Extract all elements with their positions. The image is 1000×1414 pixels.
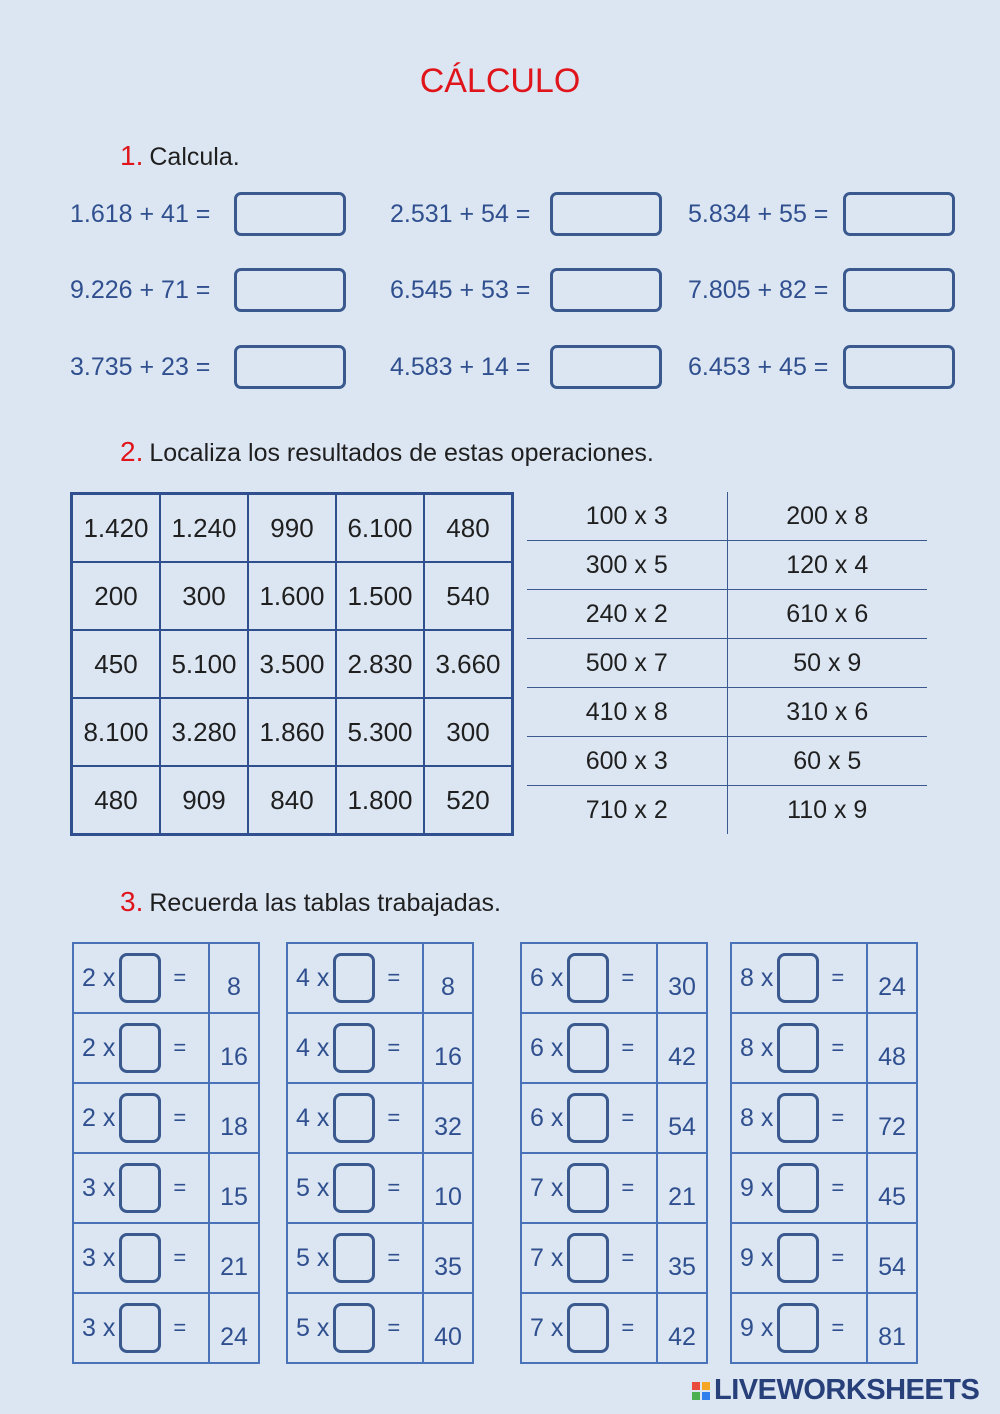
grid-cell[interactable]: 909	[160, 766, 248, 835]
factor-input[interactable]	[119, 1303, 161, 1353]
factor-content	[522, 1224, 656, 1292]
product-cell: 8	[209, 943, 259, 1013]
factor-content	[74, 1154, 208, 1222]
factor-cell	[731, 1223, 867, 1293]
sum-expression: 4.583 + 14 =	[390, 352, 531, 381]
table-row	[287, 943, 473, 1013]
multiplicand: 7 x	[530, 1313, 564, 1342]
answer-input[interactable]	[843, 192, 955, 236]
table-row	[287, 1083, 473, 1153]
product-cell: 24	[867, 943, 917, 1013]
sum-expression: 7.805 + 82 =	[688, 275, 829, 304]
operation-row	[527, 639, 927, 688]
equals-sign: =	[387, 1245, 401, 1270]
grid-cell[interactable]: 840	[248, 766, 336, 835]
factor-input[interactable]	[567, 1303, 609, 1353]
grid-cell[interactable]: 1.240	[160, 494, 248, 563]
factor-input[interactable]	[777, 953, 819, 1003]
factor-input[interactable]	[567, 953, 609, 1003]
factor-cell	[287, 1223, 423, 1293]
sum-expression: 1.618 + 41 =	[70, 199, 211, 228]
grid-cell[interactable]: 2.830	[336, 630, 424, 698]
grid-cell[interactable]: 1.420	[72, 494, 161, 563]
section-number: 3.	[120, 886, 144, 917]
grid-row	[72, 698, 513, 766]
factor-cell	[287, 1013, 423, 1083]
multiplication-table	[72, 942, 260, 1364]
table-row	[521, 1293, 707, 1363]
table-row	[521, 1223, 707, 1293]
product-cell: 8	[423, 943, 473, 1013]
table-row	[731, 1153, 917, 1223]
multiplicand: 3 x	[82, 1173, 116, 1202]
grid-cell[interactable]: 3.280	[160, 698, 248, 766]
equals-sign: =	[173, 1315, 187, 1340]
table-row	[73, 1223, 259, 1293]
factor-content	[732, 1014, 866, 1082]
operation-row	[527, 688, 927, 737]
multiplicand: 6 x	[530, 963, 564, 992]
multiplicand: 9 x	[740, 1173, 774, 1202]
factor-cell	[521, 1223, 657, 1293]
product-cell: 21	[657, 1153, 707, 1223]
answer-input[interactable]	[550, 268, 662, 312]
factor-cell	[287, 943, 423, 1013]
grid-cell[interactable]: 3.500	[248, 630, 336, 698]
factor-content	[522, 944, 656, 1012]
equals-sign: =	[387, 1035, 401, 1060]
equals-sign: =	[173, 1105, 187, 1130]
grid-cell[interactable]: 520	[424, 766, 513, 835]
factor-content	[74, 1084, 208, 1152]
multiplication-table	[286, 942, 474, 1364]
operation-cell: 300 x 5	[527, 541, 727, 590]
operation-cell: 120 x 4	[727, 541, 927, 590]
sum-row	[70, 192, 346, 236]
table-row	[731, 1083, 917, 1153]
operation-row	[527, 590, 927, 639]
factor-cell	[731, 1153, 867, 1223]
factor-input[interactable]	[777, 1023, 819, 1073]
product-cell: 30	[657, 943, 707, 1013]
factor-cell	[73, 943, 209, 1013]
equals-sign: =	[831, 1315, 845, 1340]
logo-icon	[692, 1382, 710, 1400]
factor-content	[288, 1294, 422, 1362]
multiplicand: 9 x	[740, 1313, 774, 1342]
multiplicand: 8 x	[740, 1103, 774, 1132]
multiplicand: 3 x	[82, 1313, 116, 1342]
factor-cell	[73, 1223, 209, 1293]
section-number: 2.	[120, 436, 144, 467]
factor-cell	[521, 1293, 657, 1363]
grid-cell[interactable]: 1.600	[248, 562, 336, 630]
grid-cell[interactable]: 3.660	[424, 630, 513, 698]
factor-cell	[73, 1013, 209, 1083]
table-row	[73, 1083, 259, 1153]
sum-expression: 5.834 + 55 =	[688, 199, 829, 228]
logo-square	[702, 1392, 710, 1400]
operation-cell: 60 x 5	[727, 737, 927, 786]
product-cell: 24	[209, 1293, 259, 1363]
product-cell: 21	[209, 1223, 259, 1293]
sum-expression: 9.226 + 71 =	[70, 275, 211, 304]
table-row	[521, 1013, 707, 1083]
sum-expression: 2.531 + 54 =	[390, 199, 531, 228]
multiplicand: 2 x	[82, 1103, 116, 1132]
equals-sign: =	[621, 1175, 635, 1200]
grid-row	[72, 562, 513, 630]
product-cell: 10	[423, 1153, 473, 1223]
factor-cell	[731, 1293, 867, 1363]
sum-row	[688, 345, 955, 389]
table-row	[287, 1153, 473, 1223]
factor-input[interactable]	[333, 1023, 375, 1073]
factor-content	[732, 1294, 866, 1362]
grid-cell[interactable]: 480	[424, 494, 513, 563]
table-row	[73, 1153, 259, 1223]
grid-cell[interactable]: 5.300	[336, 698, 424, 766]
product-cell: 45	[867, 1153, 917, 1223]
answer-input[interactable]	[550, 192, 662, 236]
section-text: Recuerda las tablas trabajadas.	[149, 889, 501, 917]
operation-cell: 110 x 9	[787, 795, 868, 824]
factor-input[interactable]	[333, 1093, 375, 1143]
multiplicand: 7 x	[530, 1173, 564, 1202]
grid-cell[interactable]: 300	[160, 562, 248, 630]
product-cell: 18	[209, 1083, 259, 1153]
operation-cell: 50 x 9	[727, 639, 927, 688]
table-row	[73, 943, 259, 1013]
product-cell: 42	[657, 1293, 707, 1363]
equals-sign: =	[621, 965, 635, 990]
grid-cell[interactable]: 540	[424, 562, 513, 630]
factor-input[interactable]	[333, 1233, 375, 1283]
section-1-heading	[120, 140, 240, 172]
grid-cell[interactable]: 5.100	[160, 630, 248, 698]
factor-content	[522, 1014, 656, 1082]
equals-sign: =	[621, 1245, 635, 1270]
multiplicand: 9 x	[740, 1243, 774, 1272]
factor-input[interactable]	[119, 953, 161, 1003]
operation-cell: 100 x 3	[527, 492, 727, 541]
factor-cell	[731, 1013, 867, 1083]
factor-input[interactable]	[119, 1023, 161, 1073]
logo-text: LIVEWORKSHEETS	[714, 1374, 980, 1406]
answer-input[interactable]	[234, 192, 346, 236]
answer-input[interactable]	[843, 345, 955, 389]
factor-content	[288, 1154, 422, 1222]
product-cell: 15	[209, 1153, 259, 1223]
table-row	[287, 1293, 473, 1363]
sum-row	[688, 268, 955, 312]
table-row	[287, 1013, 473, 1083]
grid-cell[interactable]: 1.500	[336, 562, 424, 630]
product-cell: 32	[423, 1083, 473, 1153]
logo-square	[692, 1382, 700, 1390]
factor-content	[732, 1154, 866, 1222]
factor-input[interactable]	[567, 1233, 609, 1283]
product-cell: 81	[867, 1293, 917, 1363]
equals-sign: =	[173, 1035, 187, 1060]
operation-cell: 500 x 7	[527, 639, 727, 688]
operation-cell: 410 x 8	[527, 688, 727, 737]
multiplicand: 4 x	[296, 1103, 330, 1132]
equals-sign: =	[621, 1105, 635, 1130]
factor-cell	[73, 1293, 209, 1363]
sum-expression: 6.545 + 53 =	[390, 275, 531, 304]
grid-cell[interactable]: 300	[424, 698, 513, 766]
multiplicand: 7 x	[530, 1243, 564, 1272]
factor-input[interactable]	[777, 1233, 819, 1283]
operation-cell: 310 x 6	[727, 688, 927, 737]
product-cell: 54	[657, 1083, 707, 1153]
equals-sign: =	[621, 1035, 635, 1060]
operation-row	[527, 541, 927, 590]
factor-content	[288, 1014, 422, 1082]
table-row	[731, 1223, 917, 1293]
results-grid	[70, 492, 514, 836]
factor-input[interactable]	[777, 1093, 819, 1143]
sum-row	[70, 345, 346, 389]
factor-cell	[287, 1153, 423, 1223]
operation-cell: 240 x 2	[527, 590, 727, 639]
multiplicand: 8 x	[740, 963, 774, 992]
table-row	[731, 1293, 917, 1363]
factor-content	[288, 1084, 422, 1152]
section-text: Localiza los resultados de estas operaciones.	[149, 439, 654, 467]
factor-cell	[521, 1013, 657, 1083]
factor-cell	[521, 943, 657, 1013]
table-row	[521, 943, 707, 1013]
answer-input[interactable]	[234, 345, 346, 389]
factor-cell	[731, 1083, 867, 1153]
grid-row	[72, 630, 513, 698]
operation-cell: 610 x 6	[727, 590, 927, 639]
sum-row	[70, 268, 346, 312]
multiplicand: 6 x	[530, 1033, 564, 1062]
factor-input[interactable]	[777, 1303, 819, 1353]
product-cell: 48	[867, 1013, 917, 1083]
factor-input[interactable]	[119, 1093, 161, 1143]
factor-content	[522, 1294, 656, 1362]
factor-input[interactable]	[119, 1163, 161, 1213]
section-text: Calcula.	[149, 143, 240, 171]
table-row	[73, 1013, 259, 1083]
grid-cell[interactable]: 8.100	[72, 698, 161, 766]
grid-cell[interactable]: 1.800	[336, 766, 424, 835]
factor-cell	[73, 1153, 209, 1223]
factor-content	[288, 1224, 422, 1292]
equals-sign: =	[387, 1175, 401, 1200]
multiplicand: 3 x	[82, 1243, 116, 1272]
grid-cell[interactable]: 1.860	[248, 698, 336, 766]
multiplication-table	[730, 942, 918, 1364]
section-3-heading	[120, 886, 501, 918]
equals-sign: =	[831, 1105, 845, 1130]
multiplicand: 5 x	[296, 1313, 330, 1342]
equals-sign: =	[831, 1175, 845, 1200]
section-number: 1.	[120, 140, 144, 171]
factor-content	[732, 1084, 866, 1152]
factor-content	[74, 1014, 208, 1082]
factor-cell	[521, 1153, 657, 1223]
section-2-heading	[120, 436, 654, 468]
factor-input[interactable]	[567, 1093, 609, 1143]
table-row	[73, 1293, 259, 1363]
sum-row	[390, 192, 662, 236]
operation-cell: 710 x 2	[527, 786, 727, 835]
equals-sign: =	[387, 965, 401, 990]
multiplicand: 4 x	[296, 1033, 330, 1062]
factor-cell	[731, 943, 867, 1013]
factor-content	[74, 944, 208, 1012]
factor-input[interactable]	[333, 1303, 375, 1353]
factor-input[interactable]	[333, 1163, 375, 1213]
operation-cell: 200 x 8	[727, 492, 927, 541]
multiplicand: 8 x	[740, 1033, 774, 1062]
grid-cell[interactable]: 6.100	[336, 494, 424, 563]
logo-square	[702, 1382, 710, 1390]
grid-row	[72, 766, 513, 835]
equals-sign: =	[831, 965, 845, 990]
equals-sign: =	[387, 1315, 401, 1340]
answer-input[interactable]	[550, 345, 662, 389]
factor-content	[732, 944, 866, 1012]
factor-cell	[287, 1293, 423, 1363]
equals-sign: =	[173, 1245, 187, 1270]
grid-row	[72, 494, 513, 563]
table-row	[287, 1223, 473, 1293]
factor-input[interactable]	[567, 1023, 609, 1073]
page-title: CÁLCULO	[419, 62, 581, 100]
factor-cell	[287, 1083, 423, 1153]
product-cell: 16	[423, 1013, 473, 1083]
equals-sign: =	[387, 1105, 401, 1130]
factor-cell	[73, 1083, 209, 1153]
operation-row	[527, 786, 927, 835]
factor-content	[288, 944, 422, 1012]
sum-expression: 3.735 + 23 =	[70, 352, 211, 381]
factor-cell	[521, 1083, 657, 1153]
grid-cell[interactable]: 450	[72, 630, 161, 698]
multiplicand: 5 x	[296, 1243, 330, 1272]
multiplicand: 2 x	[82, 1033, 116, 1062]
multiplicand: 5 x	[296, 1173, 330, 1202]
factor-content	[522, 1084, 656, 1152]
product-cell: 54	[867, 1223, 917, 1293]
operation-row	[527, 492, 927, 541]
equals-sign: =	[621, 1315, 635, 1340]
operations-table	[527, 492, 927, 834]
factor-content	[74, 1224, 208, 1292]
product-cell: 35	[657, 1223, 707, 1293]
factor-content	[522, 1154, 656, 1222]
table-row	[731, 943, 917, 1013]
product-cell: 40	[423, 1293, 473, 1363]
multiplicand: 2 x	[82, 963, 116, 992]
factor-input[interactable]	[777, 1163, 819, 1213]
factor-content	[732, 1224, 866, 1292]
answer-input[interactable]	[843, 268, 955, 312]
equals-sign: =	[173, 965, 187, 990]
sum-row	[688, 192, 955, 236]
factor-input[interactable]	[333, 953, 375, 1003]
product-cell: 42	[657, 1013, 707, 1083]
factor-content	[74, 1294, 208, 1362]
grid-cell[interactable]: 990	[248, 494, 336, 563]
product-cell: 35	[423, 1223, 473, 1293]
logo-square	[692, 1392, 700, 1400]
equals-sign: =	[173, 1175, 187, 1200]
product-cell: 16	[209, 1013, 259, 1083]
operation-cell: 600 x 3	[527, 737, 727, 786]
factor-input[interactable]	[119, 1233, 161, 1283]
equals-sign: =	[831, 1035, 845, 1060]
equals-sign: =	[831, 1245, 845, 1270]
multiplicand: 4 x	[296, 963, 330, 992]
sum-row	[390, 345, 662, 389]
factor-input[interactable]	[567, 1163, 609, 1213]
multiplication-table	[520, 942, 708, 1364]
operation-row	[527, 737, 927, 786]
sum-row	[390, 268, 662, 312]
multiplicand: 6 x	[530, 1103, 564, 1132]
liveworksheets-logo	[692, 1374, 979, 1407]
answer-input[interactable]	[234, 268, 346, 312]
table-row	[731, 1013, 917, 1083]
product-cell: 72	[867, 1083, 917, 1153]
sum-expression: 6.453 + 45 =	[688, 352, 829, 381]
table-row	[521, 1153, 707, 1223]
grid-cell[interactable]: 480	[72, 766, 161, 835]
table-row	[521, 1083, 707, 1153]
grid-cell[interactable]: 200	[72, 562, 161, 630]
